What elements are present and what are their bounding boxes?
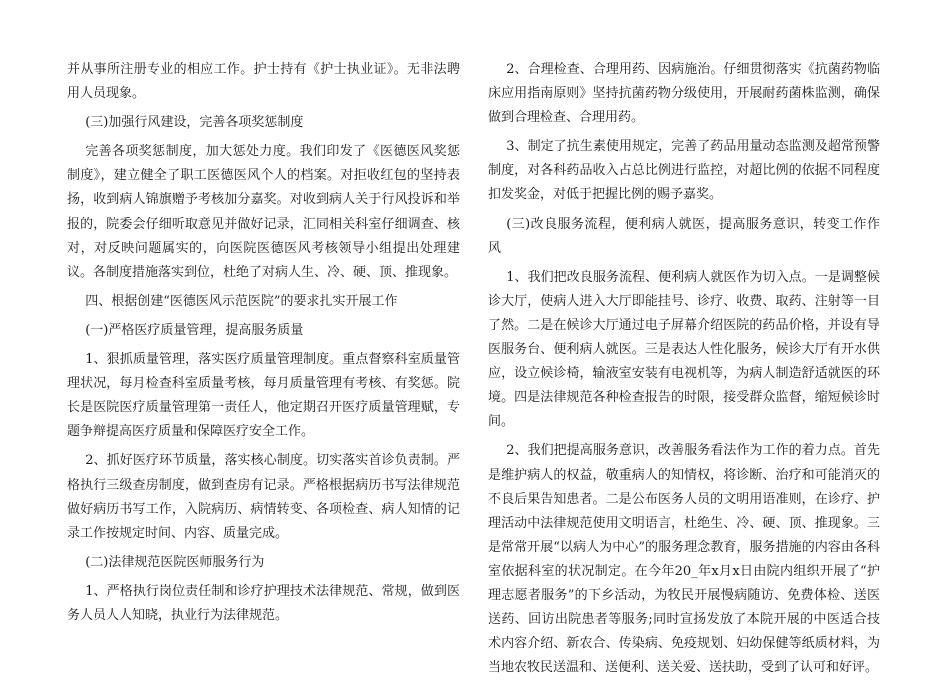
left-column bbox=[67, 58, 460, 633]
paragraph: 并从事所注册专业的相应工作。护士持有《护士执业证》。无非法聘用人员现象。 bbox=[67, 62, 460, 102]
section-heading: 四、根据创建“医德医风示范医院”的要求扎实开展工作 bbox=[85, 293, 398, 309]
section-heading: (三)改良服务流程，便利病人就医，提高服务意识，转变工作作风 bbox=[488, 216, 880, 256]
paragraph: 2、抓好医疗环节质量，落实核心制度。切实落实首诊负责制。严格执行三级查房制度，做到查房有记录。严格根据病历书写法律规范做好病历书写工作，入院病历、病情转变、各项检查、病人知情的记录工作按规定时间、内容、质量完成。 bbox=[67, 453, 460, 541]
paragraph: 2、我们把提高服务意识，改善服务看法作为工作的着力点。首先是维护病人的权益，敬重病人的知情权，将诊断、治疗和可能消灭的不良后果告知患者。二是公布医务人员的文明用语准则，在诊疗、护理活动中法律规范使用文明语言，杜绝生、冷、硬、顶、推现象。三是常常开展“以病人为中心”的服务理念教育，服务措施的内容由各科室依据科室的状况制定。在今年20_年x月x日由院内组织开展了“护理志愿者服务”的下乡活动，为牧民开展慢病随访、免费体检、送医送药、回访出院患者等服务;同时宣扬发放了本院开展的中医适合技术内容介绍、新农合、传染病、免疫规划、妇幼保健等纸质材料，为当地农牧民送温和、送便利、送关爱、送扶助，受到了认可和好评。 bbox=[488, 443, 880, 676]
section-heading: (一)严格医疗质量管理，提高服务质量 bbox=[85, 322, 304, 338]
paragraph: 1、严格执行岗位责任制和诊疗护理技术法律规范、常规，做到医务人员人人知晓，执业行为法律规范。 bbox=[67, 583, 460, 623]
paragraph: 完善各项奖惩制度，加大惩处力度。我们印发了《医德医风奖惩制度》，建立健全了职工医德医风个人的档案。对拒收红包的坚持表扬，收到病人锦旗赠予考核加分嘉奖。对收到病人关于行风投诉和举报的，院委会仔细听取意见并做好记录，汇同相关科室仔细调查、核对，对反映问题属实的，向医院医德医风考核领导小组提出处理建议。各制度措施落实到位，杜绝了对病人生、冷、硬、顶、推现象。 bbox=[67, 144, 460, 280]
paragraph: 1、我们把改良服务流程、便利病人就医作为切入点。一是调整候诊大厅，使病人进入大厅即能挂号、诊疗、收费、取药、注射等一目了然。二是在候诊大厅通过电子屏幕介绍医院的药品价格，并设有导医服务台、便利病人就医。三是表达人性化服务，候诊大厅有开水供应，设立候诊椅，输液室安装有电视机等，为病人制造舒适就医的环境。四是法律规范各种检查报告的时限，接受群众监督，缩短候诊时间。 bbox=[488, 269, 880, 430]
right-column bbox=[488, 58, 880, 685]
section-heading: (二)法律规范医院医师服务行为 bbox=[85, 554, 265, 570]
paragraph: 1、狠抓质量管理，落实医疗质量管理制度。重点督察科室质量管理状况，每月检查科室质量考核，每月质量管理有考核、有奖惩。院长是医院医疗质量管理第一责任人，他定期召开医疗质量管理赋，专题争辩提高医疗质量和保障医疗安全工作。 bbox=[67, 352, 460, 440]
paragraph: 2、合理检查、合理用药、因病施治。仔细贯彻落实《抗菌药物临床应用指南原则》坚持抗菌药物分级使用，开展耐药菌株监测，确保做到合理检查、合理用药。 bbox=[488, 62, 880, 126]
section-heading: (三)加强行风建设，完善各项奖惩制度 bbox=[85, 115, 304, 131]
paragraph: 3、制定了抗生素使用规定，完善了药品用量动态监测及超常预警制度，对各科药品收入占总比例进行监控，对超比例的依据不同程度扣发奖金，对低于把握比例的赐予嘉奖。 bbox=[488, 139, 880, 203]
